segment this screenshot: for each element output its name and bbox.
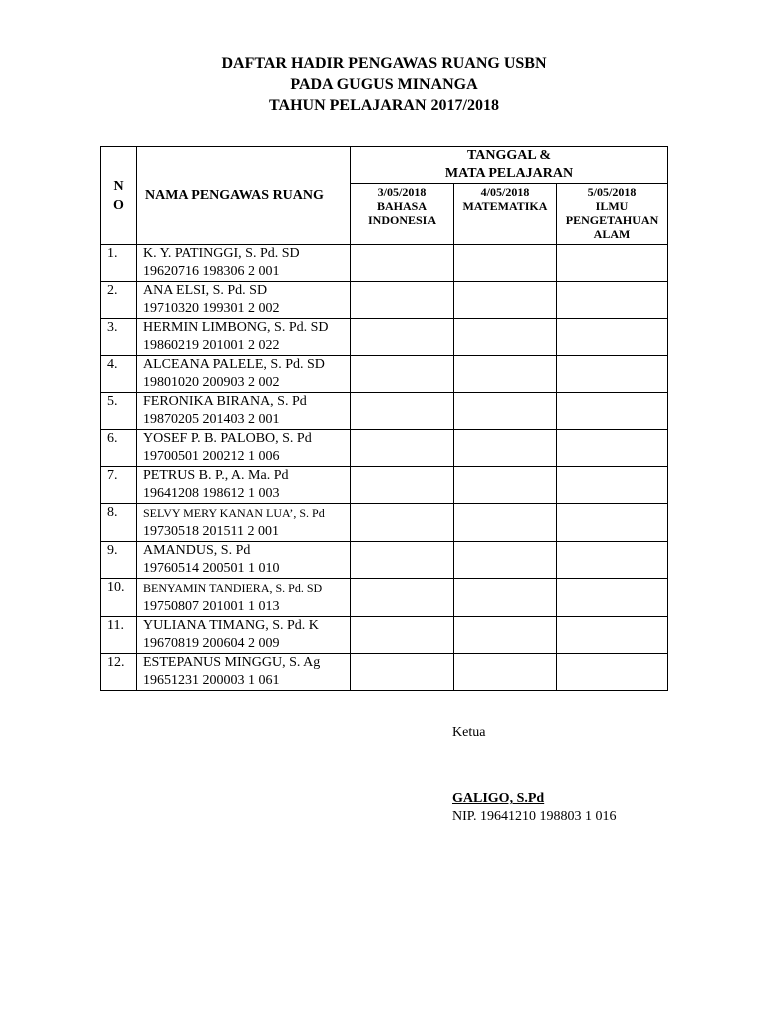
- person-nip: 19651231 200003 1 061: [143, 673, 280, 688]
- person-nip: 19860219 201001 2 022: [143, 338, 280, 353]
- person-name: ANA ELSI, S. Pd. SD: [143, 283, 268, 298]
- attendance-table: [100, 146, 668, 691]
- signature-cell[interactable]: [454, 282, 557, 319]
- day-subject-line-1: MATEMATIKA: [462, 199, 548, 213]
- person-nip: 19700501 200212 1 006: [143, 449, 280, 464]
- signature-cell[interactable]: [557, 356, 668, 393]
- row-person: [137, 356, 351, 393]
- header-tanggal-line-2: MATA PELAJARAN: [444, 166, 574, 181]
- header-day-2: [454, 184, 557, 245]
- table-row: [101, 579, 668, 617]
- table-row: [101, 654, 668, 691]
- signature-cell[interactable]: [557, 393, 668, 430]
- row-person: [137, 467, 351, 504]
- day-subject-line-2: PENGETAHUAN: [565, 213, 659, 227]
- header-day-3: [557, 184, 668, 245]
- signature-cell[interactable]: [351, 282, 454, 319]
- signature-cell[interactable]: [454, 393, 557, 430]
- person-name: PETRUS B. P., A. Ma. Pd: [143, 468, 289, 483]
- signature-cell[interactable]: [351, 542, 454, 579]
- person-name: ESTEPANUS MINGGU, S. Ag: [143, 655, 321, 670]
- document-title: [0, 53, 768, 116]
- row-number: 3.: [101, 319, 137, 356]
- header-tanggal-line-1: TANGGAL &: [466, 148, 552, 163]
- row-person: [137, 430, 351, 467]
- table-row: [101, 356, 668, 393]
- signature-cell[interactable]: [557, 542, 668, 579]
- signature-cell[interactable]: [557, 245, 668, 282]
- person-nip: 19750807 201001 1 013: [143, 599, 280, 614]
- signature-cell[interactable]: [454, 617, 557, 654]
- row-person: [137, 245, 351, 282]
- row-number: 7.: [101, 467, 137, 504]
- row-number: 1.: [101, 245, 137, 282]
- day-subject-line-2: INDONESIA: [367, 213, 436, 227]
- row-person: [137, 579, 351, 617]
- signature-cell[interactable]: [557, 430, 668, 467]
- title-line-3: TAHUN PELAJARAN 2017/2018: [269, 97, 499, 114]
- person-name: BENYAMIN TANDIERA, S. Pd. SD: [143, 581, 323, 595]
- table-row: [101, 393, 668, 430]
- table-row: [101, 467, 668, 504]
- day-subject-line-1: BAHASA: [376, 199, 427, 213]
- signature-cell[interactable]: [557, 617, 668, 654]
- person-nip: 19641208 198612 1 003: [143, 486, 280, 501]
- header-no-line-2: O: [113, 197, 124, 213]
- row-number: 2.: [101, 282, 137, 319]
- header-day-1: [351, 184, 454, 245]
- signature-name: GALIGO, S.Pd: [452, 791, 545, 806]
- table-row: [101, 319, 668, 356]
- person-name: FERONIKA BIRANA, S. Pd: [143, 394, 307, 409]
- row-person: [137, 282, 351, 319]
- row-person: [137, 319, 351, 356]
- signature-cell[interactable]: [351, 356, 454, 393]
- person-nip: 19620716 198306 2 001: [143, 264, 280, 279]
- person-nip: 19760514 200501 1 010: [143, 561, 280, 576]
- signature-cell[interactable]: [454, 245, 557, 282]
- signature-cell[interactable]: [351, 319, 454, 356]
- row-person: [137, 617, 351, 654]
- signature-nip: NIP. 19641210 198803 1 016: [452, 809, 617, 824]
- header-nama: NAMA PENGAWAS RUANG: [137, 147, 351, 245]
- row-number: 8.: [101, 504, 137, 542]
- signature-cell[interactable]: [557, 282, 668, 319]
- row-number: 12.: [101, 654, 137, 691]
- header-no: [101, 147, 137, 245]
- person-name: YOSEF P. B. PALOBO, S. Pd: [143, 431, 312, 446]
- signature-cell[interactable]: [557, 504, 668, 542]
- day-date: 5/05/2018: [587, 185, 637, 199]
- table-row: [101, 542, 668, 579]
- signature-cell[interactable]: [351, 245, 454, 282]
- signature-cell[interactable]: [351, 393, 454, 430]
- signature-cell[interactable]: [557, 654, 668, 691]
- signature-cell[interactable]: [454, 430, 557, 467]
- person-nip: 19801020 200903 2 002: [143, 375, 280, 390]
- row-number: 6.: [101, 430, 137, 467]
- signature-role: Ketua: [452, 725, 486, 740]
- day-date: 4/05/2018: [480, 185, 530, 199]
- signature-cell[interactable]: [351, 617, 454, 654]
- title-line-1: DAFTAR HADIR PENGAWAS RUANG USBN: [221, 55, 547, 72]
- table-row: [101, 504, 668, 542]
- table-row: [101, 430, 668, 467]
- signature-cell[interactable]: [454, 579, 557, 617]
- person-name: AMANDUS, S. Pd: [143, 543, 251, 558]
- row-number: 5.: [101, 393, 137, 430]
- signature-cell[interactable]: [351, 504, 454, 542]
- table-row: [101, 282, 668, 319]
- person-nip: 19710320 199301 2 002: [143, 301, 280, 316]
- table-row: [101, 617, 668, 654]
- signature-cell[interactable]: [351, 467, 454, 504]
- signature-cell[interactable]: [454, 542, 557, 579]
- header-tanggal: [351, 147, 668, 184]
- signature-cell[interactable]: [454, 504, 557, 542]
- signature-cell[interactable]: [557, 579, 668, 617]
- row-number: 4.: [101, 356, 137, 393]
- signature-cell[interactable]: [454, 356, 557, 393]
- row-person: [137, 504, 351, 542]
- person-nip: 19870205 201403 2 001: [143, 412, 280, 427]
- signature-cell[interactable]: [454, 467, 557, 504]
- day-subject-line-3: ALAM: [593, 227, 631, 241]
- table-row: [101, 245, 668, 282]
- person-nip: 19670819 200604 2 009: [143, 636, 280, 651]
- signature-cell[interactable]: [454, 654, 557, 691]
- title-line-2: PADA GUGUS MINANGA: [290, 76, 478, 93]
- person-name: K. Y. PATINGGI, S. Pd. SD: [143, 246, 300, 261]
- header-no-line-1: N: [113, 178, 124, 194]
- signature-cell[interactable]: [351, 579, 454, 617]
- day-subject-line-1: ILMU: [595, 199, 629, 213]
- person-name: SELVY MERY KANAN LUA’, S. Pd: [143, 506, 325, 520]
- signature-cell[interactable]: [351, 430, 454, 467]
- signature-cell[interactable]: [351, 654, 454, 691]
- attendance-rows: [101, 245, 668, 691]
- signature-cell[interactable]: [557, 319, 668, 356]
- row-number: 10.: [101, 579, 137, 617]
- row-person: [137, 542, 351, 579]
- person-nip: 19730518 201511 2 001: [143, 524, 279, 539]
- person-name: YULIANA TIMANG, S. Pd. K: [143, 618, 319, 633]
- signature-cell[interactable]: [557, 467, 668, 504]
- person-name: HERMIN LIMBONG, S. Pd. SD: [143, 320, 329, 335]
- row-person: [137, 654, 351, 691]
- day-date: 3/05/2018: [377, 185, 427, 199]
- person-name: ALCEANA PALELE, S. Pd. SD: [143, 357, 325, 372]
- row-number: 9.: [101, 542, 137, 579]
- row-person: [137, 393, 351, 430]
- signature-cell[interactable]: [454, 319, 557, 356]
- row-number: 11.: [101, 617, 137, 654]
